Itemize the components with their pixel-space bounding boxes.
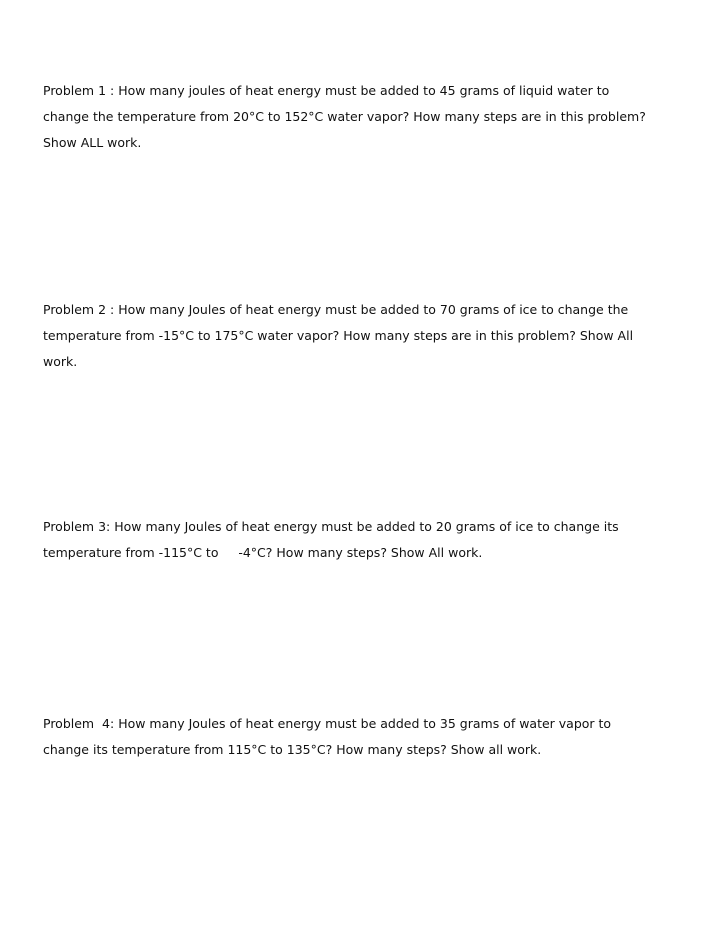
problem-2-line-3: work. — [43, 354, 78, 369]
problem-1-line-2: change the temperature from 20°C to 152°C water vapor? How many steps are in this problem? — [43, 109, 646, 124]
problem-3 — [43, 514, 703, 566]
problem-1 — [43, 78, 703, 156]
problem-2-line-1: Problem 2 : How many Joules of heat energy must be added to 70 grams of ice to change the — [43, 302, 629, 317]
problem-4-line-1: Problem 4: How many Joules of heat energy must be added to 35 grams of water vapor to — [43, 716, 612, 731]
problem-4-line-2: change its temperature from 115°C to 135°C? How many steps? Show all work. — [43, 742, 542, 757]
problem-2-line-2: temperature from -15°C to 175°C water vapor? How many steps are in this problem? Show All — [43, 328, 634, 343]
problem-4 — [43, 711, 703, 763]
problem-1-line-1: Problem 1 : How many joules of heat energy must be added to 45 grams of liquid water to — [43, 83, 610, 98]
problem-3-line-1: Problem 3: How many Joules of heat energy must be added to 20 grams of ice to change its — [43, 519, 619, 534]
problem-2 — [43, 297, 703, 375]
problem-1-line-3: Show ALL work. — [43, 135, 142, 150]
problem-3-line-2: temperature from -115°C to -4°C? How many steps? Show All work. — [43, 545, 483, 560]
